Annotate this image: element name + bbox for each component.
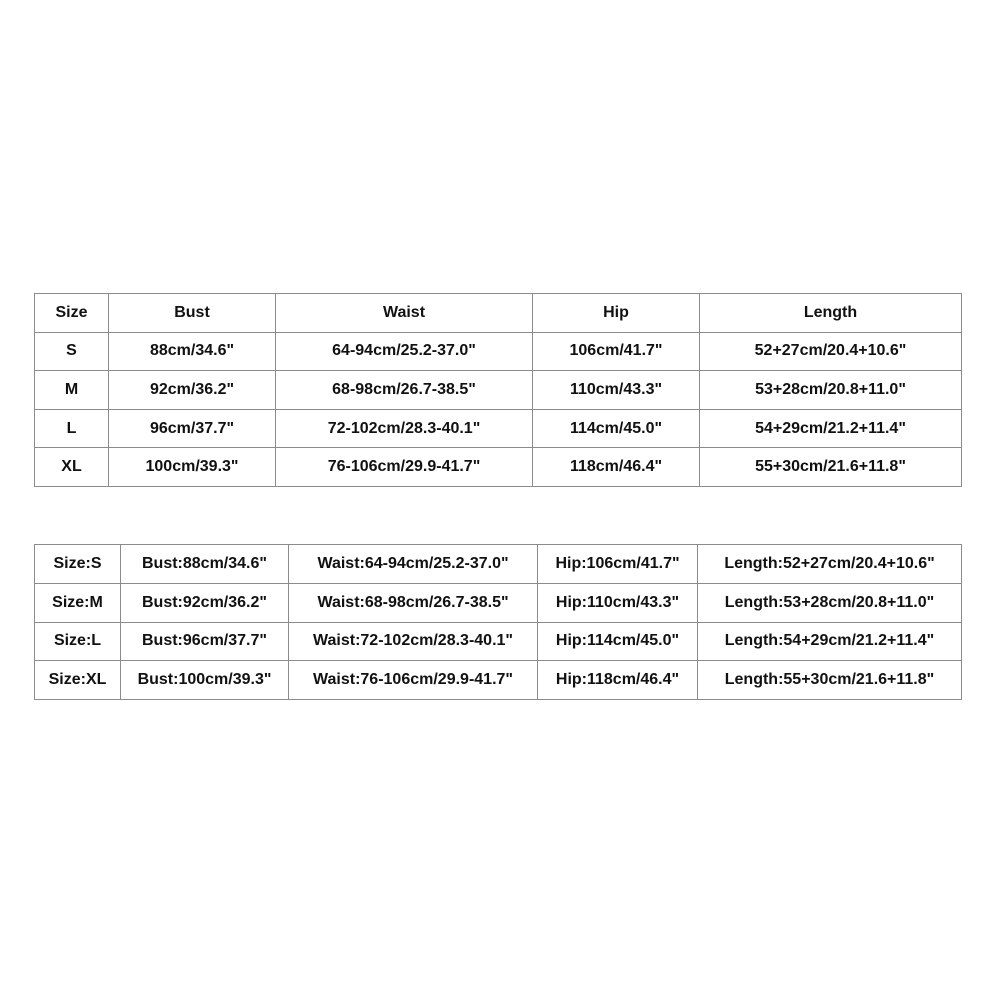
size-chart-table xyxy=(34,293,962,487)
cell-size: Size:S xyxy=(35,545,121,584)
cell-size: S xyxy=(35,332,109,371)
cell-hip: Hip:118cm/46.4" xyxy=(538,661,698,700)
table-header-row xyxy=(35,294,962,333)
cell-length: 52+27cm/20.4+10.6" xyxy=(700,332,962,371)
header-hip: Hip xyxy=(533,294,700,333)
table-row xyxy=(35,545,962,584)
cell-hip: Hip:114cm/45.0" xyxy=(538,622,698,661)
cell-hip: 110cm/43.3" xyxy=(533,371,700,410)
cell-bust: Bust:100cm/39.3" xyxy=(121,661,289,700)
header-waist: Waist xyxy=(276,294,533,333)
cell-size: XL xyxy=(35,448,109,487)
cell-length: 55+30cm/21.6+11.8" xyxy=(700,448,962,487)
table-row xyxy=(35,622,962,661)
cell-bust: Bust:92cm/36.2" xyxy=(121,583,289,622)
cell-length: Length:52+27cm/20.4+10.6" xyxy=(698,545,962,584)
cell-waist: 64-94cm/25.2-37.0" xyxy=(276,332,533,371)
cell-hip: 106cm/41.7" xyxy=(533,332,700,371)
header-size: Size xyxy=(35,294,109,333)
cell-waist: Waist:72-102cm/28.3-40.1" xyxy=(289,622,538,661)
table-row xyxy=(35,583,962,622)
cell-length: 54+29cm/21.2+11.4" xyxy=(700,409,962,448)
cell-hip: Hip:106cm/41.7" xyxy=(538,545,698,584)
cell-bust: 96cm/37.7" xyxy=(109,409,276,448)
cell-waist: Waist:76-106cm/29.9-41.7" xyxy=(289,661,538,700)
cell-waist: Waist:64-94cm/25.2-37.0" xyxy=(289,545,538,584)
cell-waist: 72-102cm/28.3-40.1" xyxy=(276,409,533,448)
cell-bust: 100cm/39.3" xyxy=(109,448,276,487)
cell-size: M xyxy=(35,371,109,410)
cell-size: L xyxy=(35,409,109,448)
cell-size: Size:XL xyxy=(35,661,121,700)
cell-bust: 88cm/34.6" xyxy=(109,332,276,371)
table-row xyxy=(35,448,962,487)
cell-bust: Bust:88cm/34.6" xyxy=(121,545,289,584)
table-row xyxy=(35,409,962,448)
labeled-size-chart-table xyxy=(34,544,962,700)
cell-waist: 68-98cm/26.7-38.5" xyxy=(276,371,533,410)
cell-hip: 118cm/46.4" xyxy=(533,448,700,487)
cell-hip: 114cm/45.0" xyxy=(533,409,700,448)
table-row xyxy=(35,371,962,410)
cell-waist: Waist:68-98cm/26.7-38.5" xyxy=(289,583,538,622)
cell-length: Length:55+30cm/21.6+11.8" xyxy=(698,661,962,700)
table-row xyxy=(35,332,962,371)
table-row xyxy=(35,661,962,700)
cell-size: Size:L xyxy=(35,622,121,661)
cell-bust: 92cm/36.2" xyxy=(109,371,276,410)
cell-length: Length:54+29cm/21.2+11.4" xyxy=(698,622,962,661)
cell-length: 53+28cm/20.8+11.0" xyxy=(700,371,962,410)
cell-hip: Hip:110cm/43.3" xyxy=(538,583,698,622)
header-length: Length xyxy=(700,294,962,333)
header-bust: Bust xyxy=(109,294,276,333)
cell-size: Size:M xyxy=(35,583,121,622)
cell-bust: Bust:96cm/37.7" xyxy=(121,622,289,661)
cell-waist: 76-106cm/29.9-41.7" xyxy=(276,448,533,487)
cell-length: Length:53+28cm/20.8+11.0" xyxy=(698,583,962,622)
